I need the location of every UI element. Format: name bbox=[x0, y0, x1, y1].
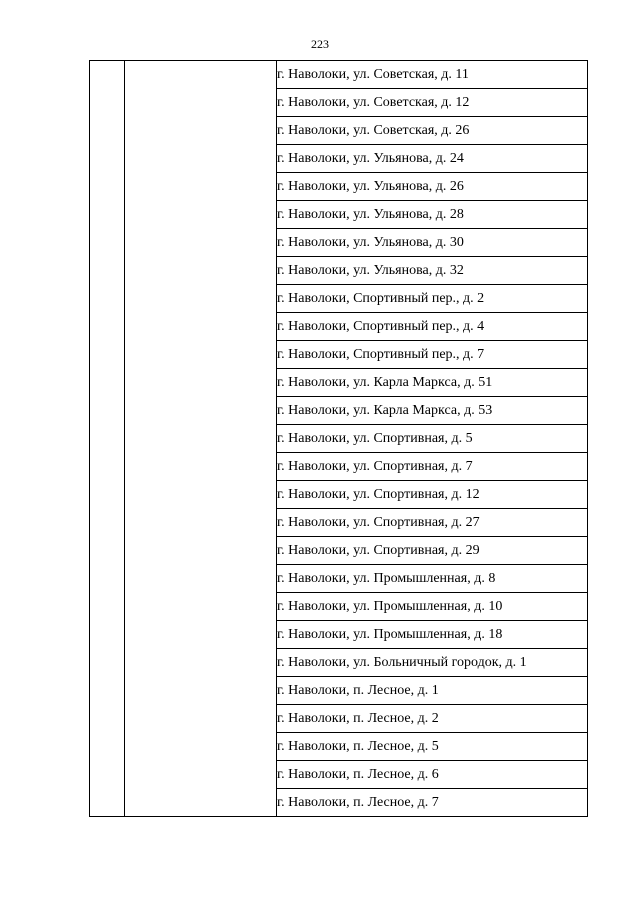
address-cell: г. Наволоки, ул. Карла Маркса, д. 53 bbox=[277, 397, 588, 425]
address-cell: г. Наволоки, ул. Советская, д. 26 bbox=[277, 117, 588, 145]
address-cell: г. Наволоки, ул. Ульянова, д. 28 bbox=[277, 201, 588, 229]
address-cell: г. Наволоки, ул. Спортивная, д. 29 bbox=[277, 537, 588, 565]
address-cell: г. Наволоки, ул. Карла Маркса, д. 51 bbox=[277, 369, 588, 397]
address-cell: г. Наволоки, ул. Ульянова, д. 32 bbox=[277, 257, 588, 285]
address-table bbox=[89, 60, 588, 817]
address-cell: г. Наволоки, ул. Промышленная, д. 8 bbox=[277, 565, 588, 593]
address-cell: г. Наволоки, ул. Ульянова, д. 30 bbox=[277, 229, 588, 257]
address-cell: г. Наволоки, п. Лесное, д. 1 bbox=[277, 677, 588, 705]
address-cell: г. Наволоки, ул. Советская, д. 12 bbox=[277, 89, 588, 117]
address-cell: г. Наволоки, ул. Спортивная, д. 7 bbox=[277, 453, 588, 481]
address-cell: г. Наволоки, Спортивный пер., д. 2 bbox=[277, 285, 588, 313]
address-cell: г. Наволоки, ул. Спортивная, д. 12 bbox=[277, 481, 588, 509]
table-row bbox=[90, 61, 588, 89]
address-cell: г. Наволоки, Спортивный пер., д. 7 bbox=[277, 341, 588, 369]
address-cell: г. Наволоки, ул. Советская, д. 11 bbox=[277, 61, 588, 89]
address-cell: г. Наволоки, ул. Промышленная, д. 18 bbox=[277, 621, 588, 649]
address-cell: г. Наволоки, ул. Спортивная, д. 5 bbox=[277, 425, 588, 453]
address-cell: г. Наволоки, п. Лесное, д. 6 bbox=[277, 761, 588, 789]
row-number-cell bbox=[90, 61, 125, 817]
address-table-body bbox=[90, 61, 588, 817]
name-cell bbox=[125, 61, 277, 817]
address-cell: г. Наволоки, ул. Ульянова, д. 26 bbox=[277, 173, 588, 201]
page-number: 223 bbox=[311, 37, 329, 51]
address-cell: г. Наволоки, ул. Спортивная, д. 27 bbox=[277, 509, 588, 537]
address-cell: г. Наволоки, п. Лесное, д. 7 bbox=[277, 789, 588, 817]
address-cell: г. Наволоки, Спортивный пер., д. 4 bbox=[277, 313, 588, 341]
address-cell: г. Наволоки, ул. Ульянова, д. 24 bbox=[277, 145, 588, 173]
address-cell: г. Наволоки, ул. Больничный городок, д. 1 bbox=[277, 649, 588, 677]
address-cell: г. Наволоки, ул. Промышленная, д. 10 bbox=[277, 593, 588, 621]
address-cell: г. Наволоки, п. Лесное, д. 2 bbox=[277, 705, 588, 733]
address-cell: г. Наволоки, п. Лесное, д. 5 bbox=[277, 733, 588, 761]
